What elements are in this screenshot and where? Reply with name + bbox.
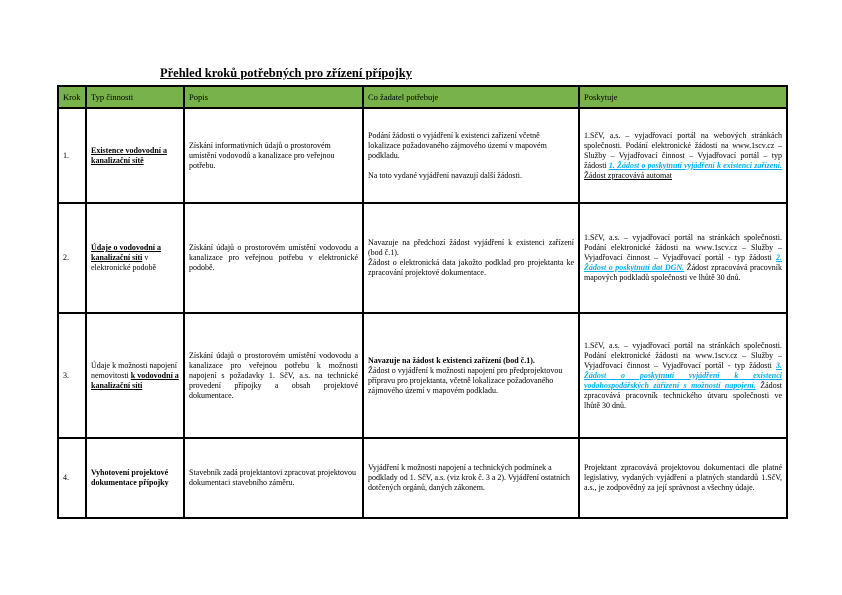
applicant-needs-paragraph-bold: Navazuje na žádost k existenci zařízení (bod č.1). xyxy=(368,355,535,365)
step-number: 2. xyxy=(58,203,86,313)
provider-cell xyxy=(579,108,787,203)
step-number: 3. xyxy=(58,313,86,438)
applicant-needs-cell xyxy=(363,108,579,203)
provider-cell xyxy=(579,203,787,313)
table-row xyxy=(58,203,787,313)
applicant-needs-paragraph: Na toto vydané vyjádření navazují další žádosti. xyxy=(368,170,522,180)
header-co-zadatel-potrebuje: Co žadatel potřebuje xyxy=(363,86,579,108)
activity-type-text: Vyhotovení projektové dokumentace přípojky xyxy=(91,468,169,487)
applicant-needs-paragraph: Žádost o elektronická data jakožto podklad pro projektanta ke zpracování projektové dokumentace. xyxy=(368,258,574,277)
provider-text: 1.SčV, a.s. – vyjadřovací portál na webových stránkách společnosti. Podání elektronické žádosti na www.1scv.cz – Služby – Vyjadřovací činnost – Vyjadřovací portál – typ žádosti xyxy=(584,130,782,170)
step-number: 4. xyxy=(58,438,86,518)
applicant-needs-paragraph: Podání žádosti o vyjádření k existenci zařízení včetně lokalizace požadovaného zájmového území v mapovém podkladu. xyxy=(368,130,547,160)
description-cell: Získání informativních údajů o prostorovém umístění vodovodů a kanalizace pro veřejnou potřebu. xyxy=(184,108,363,203)
request-type-link: 2. Žádost o poskytnutí dat DGN. xyxy=(584,253,782,272)
request-type-link: 1. Žádost o poskytnutí vyjádření k existenci zařízení. xyxy=(608,160,782,170)
table-row xyxy=(58,313,787,438)
provider-note: Žádost zpracovává pracovník mapových podkladů společnosti ve lhůtě 30 dnů. xyxy=(584,263,782,282)
provider-cell xyxy=(579,438,787,518)
request-type-link: 3. Žádost o poskytnutí vyjádření k existenci vodohospodářských zařízení s možností napojení. xyxy=(584,360,782,390)
provider-cell xyxy=(579,313,787,438)
provider-text: 1.SčV, a.s. – vyjadřovací portál na stránkách společnosti. Podání elektronické žádosti na www.1scv.cz – Služby – Vyjadřovací činnost – Vyjadřovací portál - typ žádosti xyxy=(584,340,782,370)
step-number: 1. xyxy=(58,108,86,203)
applicant-needs-paragraph: Vyjádření k možnosti napojení a technických podmínek a podklady od 1. SčV, a.s. (viz krok č. 3 a 2). Vyjádření ostatních dotčených orgánů, daných zákonem. xyxy=(368,463,570,492)
header-poskytuje: Poskytuje xyxy=(579,86,787,108)
activity-type-text: Existence vodovodní a kanalizační sítě xyxy=(91,145,168,165)
header-krok: Krok xyxy=(58,86,86,108)
activity-type-cell xyxy=(86,108,184,203)
steps-table xyxy=(57,85,788,519)
activity-type-text: Údaje o vodovodní a kanalizační síti xyxy=(91,243,162,262)
activity-type-cell xyxy=(86,203,184,313)
activity-type-cell xyxy=(86,313,184,438)
header-popis: Popis xyxy=(184,86,363,108)
table-header-row xyxy=(58,86,787,108)
provider-note-underlined: Žádost zpracovává automat xyxy=(584,170,672,180)
description-cell: Získání údajů o prostorovém umístění vodovodu a kanalizace pro veřejnou potřebu v elektronické podobě. xyxy=(184,203,363,313)
applicant-needs-cell xyxy=(363,203,579,313)
table-row xyxy=(58,438,787,518)
applicant-needs-paragraph: Žádost o vyjádření k možnosti napojení pro předprojektovou přípravu pro projektanta, včetně lokalizace požadovaného zájmového území v mapovém podkladu. xyxy=(368,365,563,395)
provider-text: Projektant zpracovává projektovou dokumentaci dle platné legislativy, vydaných vyjádření a platných standardů 1.SčV, a.s., je zodpovědný za její správnost a všechny údaje. xyxy=(584,463,782,492)
header-typ-cinnosti: Typ činnosti xyxy=(86,86,184,108)
provider-note: Žádost zpracovává pracovník technického útvaru společnosti ve lhůtě 30 dnů. xyxy=(584,380,782,410)
applicant-needs-cell xyxy=(363,313,579,438)
description-cell: Stavebník zadá projektantovi zpracovat projektovou dokumentaci stavebního záměru. xyxy=(184,438,363,518)
description-cell: Získání údajů o prostorovém umístění vodovodu a kanalizace pro veřejnou potřebu k možnosti napojení s požadavky 1. SčV, a.s. na technické provedení přípojky a obsah projektové dokumentace. xyxy=(184,313,363,438)
activity-type-cell xyxy=(86,438,184,518)
activity-type-text: k vodovodní a kanalizační síti xyxy=(91,370,179,390)
applicant-needs-paragraph: Navazuje na předchozí žádost vyjádření k existenci zařízení (bod č.1). xyxy=(368,238,574,257)
table-row xyxy=(58,108,787,203)
activity-type-prefix: Údaje k možnosti napojení nemovitosti xyxy=(91,360,177,380)
document-title: Přehled kroků potřebných pro zřízení přípojky xyxy=(160,66,412,80)
applicant-needs-cell xyxy=(363,438,579,518)
activity-type-suffix: v elektronické podobě xyxy=(91,253,157,272)
provider-text: 1.SčV, a.s. – vyjadřovací portál na stránkách společnosti. Podání elektronické žádosti na www.1scv.cz – Služby – Vyjadřovací činnost – Vyjadřovací portál - typ žádosti xyxy=(584,233,782,262)
